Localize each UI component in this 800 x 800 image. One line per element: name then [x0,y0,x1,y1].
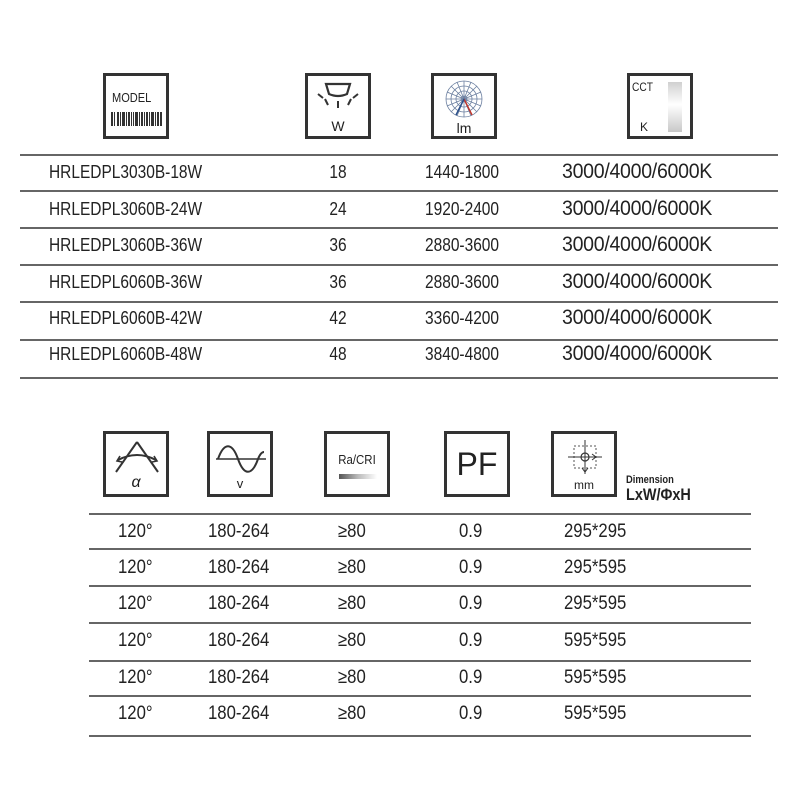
model-icon [103,73,169,139]
table1-top-divider [20,154,778,156]
cct-cell: 3000/4000/6000K [562,160,713,183]
beam-symbol: α [131,474,141,491]
watt-cell: 42 [329,308,347,328]
dimension-cell: 595*595 [564,630,627,651]
cct-cell: 3000/4000/6000K [562,306,713,329]
angle-cell: 120° [118,703,153,724]
row-divider [89,548,751,550]
model-cell: HRLEDPL6060B-42W [49,308,203,328]
cri-cell: ≥80 [338,703,366,724]
dimension-cell: 295*595 [564,593,627,614]
model-cell: HRLEDPL6060B-36W [49,272,203,292]
pf-cell: 0.9 [459,521,483,542]
lumen-cell: 1920-2400 [425,199,500,219]
dim-unit: mm [574,478,594,492]
voltage-cell: 180-264 [208,667,270,688]
watt-cell: 24 [329,199,347,219]
row-divider [20,264,778,266]
watt-cell: 18 [329,162,347,182]
dimension-icon [551,431,617,497]
power-icon [305,73,371,139]
watt-cell: 36 [329,235,347,255]
angle-cell: 120° [118,521,153,542]
dimension-cell: 295*595 [564,557,627,578]
power-unit: W [331,118,345,134]
voltage-cell: 180-264 [208,593,270,614]
pf-cell: 0.9 [459,593,483,614]
pf-cell: 0.9 [459,667,483,688]
cri-cell: ≥80 [338,630,366,651]
cri-label: Ra/CRI [338,452,376,467]
table2-bottom-divider [89,735,751,737]
dimension-format: LxW/ΦxH [626,485,691,504]
voltage-cell: 180-264 [208,703,270,724]
row-divider [20,301,778,303]
voltage-unit: v [236,476,244,491]
voltage-cell: 180-264 [208,557,270,578]
row-divider [89,585,751,587]
row-divider [20,339,778,341]
pf-cell: 0.9 [459,703,483,724]
row-divider [20,227,778,229]
pf-cell: 0.9 [459,557,483,578]
lumen-cell: 3360-4200 [425,308,500,328]
row-divider [20,190,778,192]
watt-cell: 36 [329,272,347,292]
row-divider [89,622,751,624]
angle-cell: 120° [118,630,153,651]
model-cell: HRLEDPL3060B-24W [49,199,203,219]
dimension-cell: 595*595 [564,667,627,688]
angle-cell: 120° [118,557,153,578]
cri-icon [324,431,390,497]
cct-cell: 3000/4000/6000K [562,270,713,293]
angle-icon [112,438,162,476]
cct-icon [627,73,693,139]
table2-top-divider [89,513,751,515]
lumen-icon [431,73,497,139]
voltage-icon [207,431,273,497]
cct-cell: 3000/4000/6000K [562,342,713,365]
dimension-cell: 295*295 [564,521,627,542]
pf-cell: 0.9 [459,630,483,651]
ceiling-lamp-icon [314,80,362,110]
row-divider [89,695,751,697]
model-label: MODEL [112,90,152,105]
cct-top-label: CCT [632,80,653,94]
cri-cell: ≥80 [338,667,366,688]
crosshair-icon [566,438,604,476]
watt-cell: 48 [329,344,347,364]
angle-cell: 120° [118,667,153,688]
model-cell: HRLEDPL6060B-48W [49,344,203,364]
cri-gradient-bar [339,474,377,479]
angle-cell: 120° [118,593,153,614]
model-cell: HRLEDPL3030B-18W [49,162,203,182]
lumen-cell: 1440-1800 [425,162,500,182]
dimension-cell: 595*595 [564,703,627,724]
lumen-cell: 3840-4800 [425,344,500,364]
cct-bottom-label: K [640,120,649,134]
lumen-cell: 2880-3600 [425,235,500,255]
pf-icon [444,431,510,497]
cri-cell: ≥80 [338,521,366,542]
cri-cell: ≥80 [338,557,366,578]
row-divider [89,660,751,662]
pf-label: PF [456,446,498,482]
dimension-title: Dimension [626,474,674,486]
voltage-cell: 180-264 [208,630,270,651]
polar-diagram-icon [442,79,486,119]
cri-cell: ≥80 [338,593,366,614]
table1-bottom-divider [20,377,778,379]
cct-cell: 3000/4000/6000K [562,233,713,256]
beam-angle-icon [103,431,169,497]
voltage-cell: 180-264 [208,521,270,542]
cct-gradient-bar [668,82,682,132]
barcode-icon [111,112,163,126]
sine-wave-icon [214,444,268,474]
lumen-unit: lm [456,120,472,136]
model-cell: HRLEDPL3060B-36W [49,235,203,255]
cct-cell: 3000/4000/6000K [562,197,713,220]
lumen-cell: 2880-3600 [425,272,500,292]
